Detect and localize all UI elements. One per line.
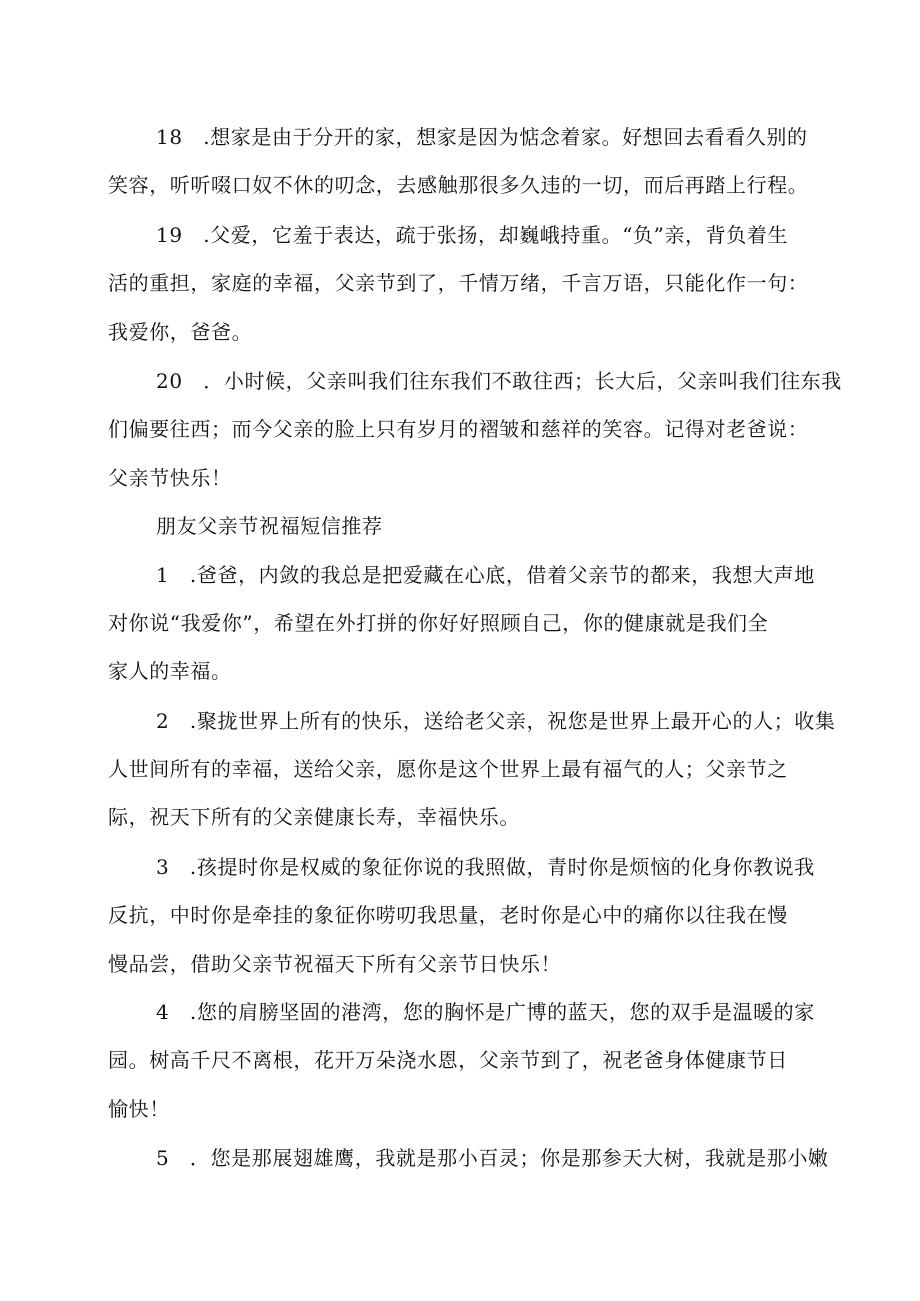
paragraph-19-line-3: 我爱你，爸爸。 <box>108 320 253 344</box>
paragraph-20-line-1: 20 ．小时候，父亲叫我们往东我们不敢往西；长大后，父亲叫我们往东我 <box>156 369 842 393</box>
paragraph-3-line-2: 反抗，中时你是牵挂的象征你唠叨我思量，老时你是心中的痛你以往我在慢 <box>108 903 788 927</box>
paragraph-1-line-3: 家人的幸福。 <box>108 659 232 683</box>
paragraph-19-line-1: 19 .父爱，它羞于表达，疏于张扬，却巍峨持重。“负”亲，背负着生 <box>156 223 789 247</box>
paragraph-20-line-3: 父亲节快乐！ <box>108 466 232 490</box>
paragraph-2-line-1: 2 .聚拢世界上所有的快乐，送给老父亲，祝您是世界上最开心的人；收集 <box>156 709 836 733</box>
paragraph-4-line-2: 园。树高千尺不离根，花开万朵浇水恩，父亲节到了，祝老爸身体健康节日 <box>108 1048 788 1072</box>
paragraph-20-line-2: 们偏要往西；而今父亲的脸上只有岁月的褶皱和慈祥的笑容。记得对老爸说： <box>108 417 809 441</box>
paragraph-2-line-3: 际，祝天下所有的父亲健康长寿，幸福快乐。 <box>108 805 520 829</box>
paragraph-2-line-2: 人世间所有的幸福，送给父亲，愿你是这个世界上最有福气的人；父亲节之 <box>108 757 788 781</box>
paragraph-4-line-3: 愉快！ <box>108 1097 170 1121</box>
paragraph-3-line-3: 慢品尝，借助父亲节祝福天下所有父亲节日快乐！ <box>108 952 562 976</box>
section-heading: 朋友父亲节祝福短信推荐 <box>156 514 383 538</box>
paragraph-4-line-1: 4 .您的肩膀坚固的港湾，您的胸怀是广博的蓝天，您的双手是温暖的家 <box>156 1000 815 1024</box>
paragraph-1-line-2: 对你说“我爱你”，希望在外打拼的你好好照顾自己，你的健康就是我们全 <box>108 611 769 635</box>
paragraph-18-line-1: 18 .想家是由于分开的家，想家是因为惦念着家。好想回去看看久别的 <box>156 125 808 149</box>
paragraph-18-line-2: 笑容，听听啜口奴不休的叨念，去感触那很多久违的一切，而后再踏上行程。 <box>108 173 809 197</box>
paragraph-5-line-1: 5 ．您是那展翅雄鹰，我就是那小百灵；你是那参天大树，我就是那小嫩 <box>156 1146 829 1170</box>
paragraph-19-line-2: 活的重担，家庭的幸福，父亲节到了，千情万绪，千言万语，只能化作一句： <box>108 271 809 295</box>
paragraph-3-line-1: 3 .孩提时你是权威的象征你说的我照做，青时你是烦恼的化身你教说我 <box>156 855 815 879</box>
paragraph-1-line-1: 1 .爸爸，内敛的我总是把爱藏在心底，借着父亲节的都来，我想大声地 <box>156 563 815 587</box>
